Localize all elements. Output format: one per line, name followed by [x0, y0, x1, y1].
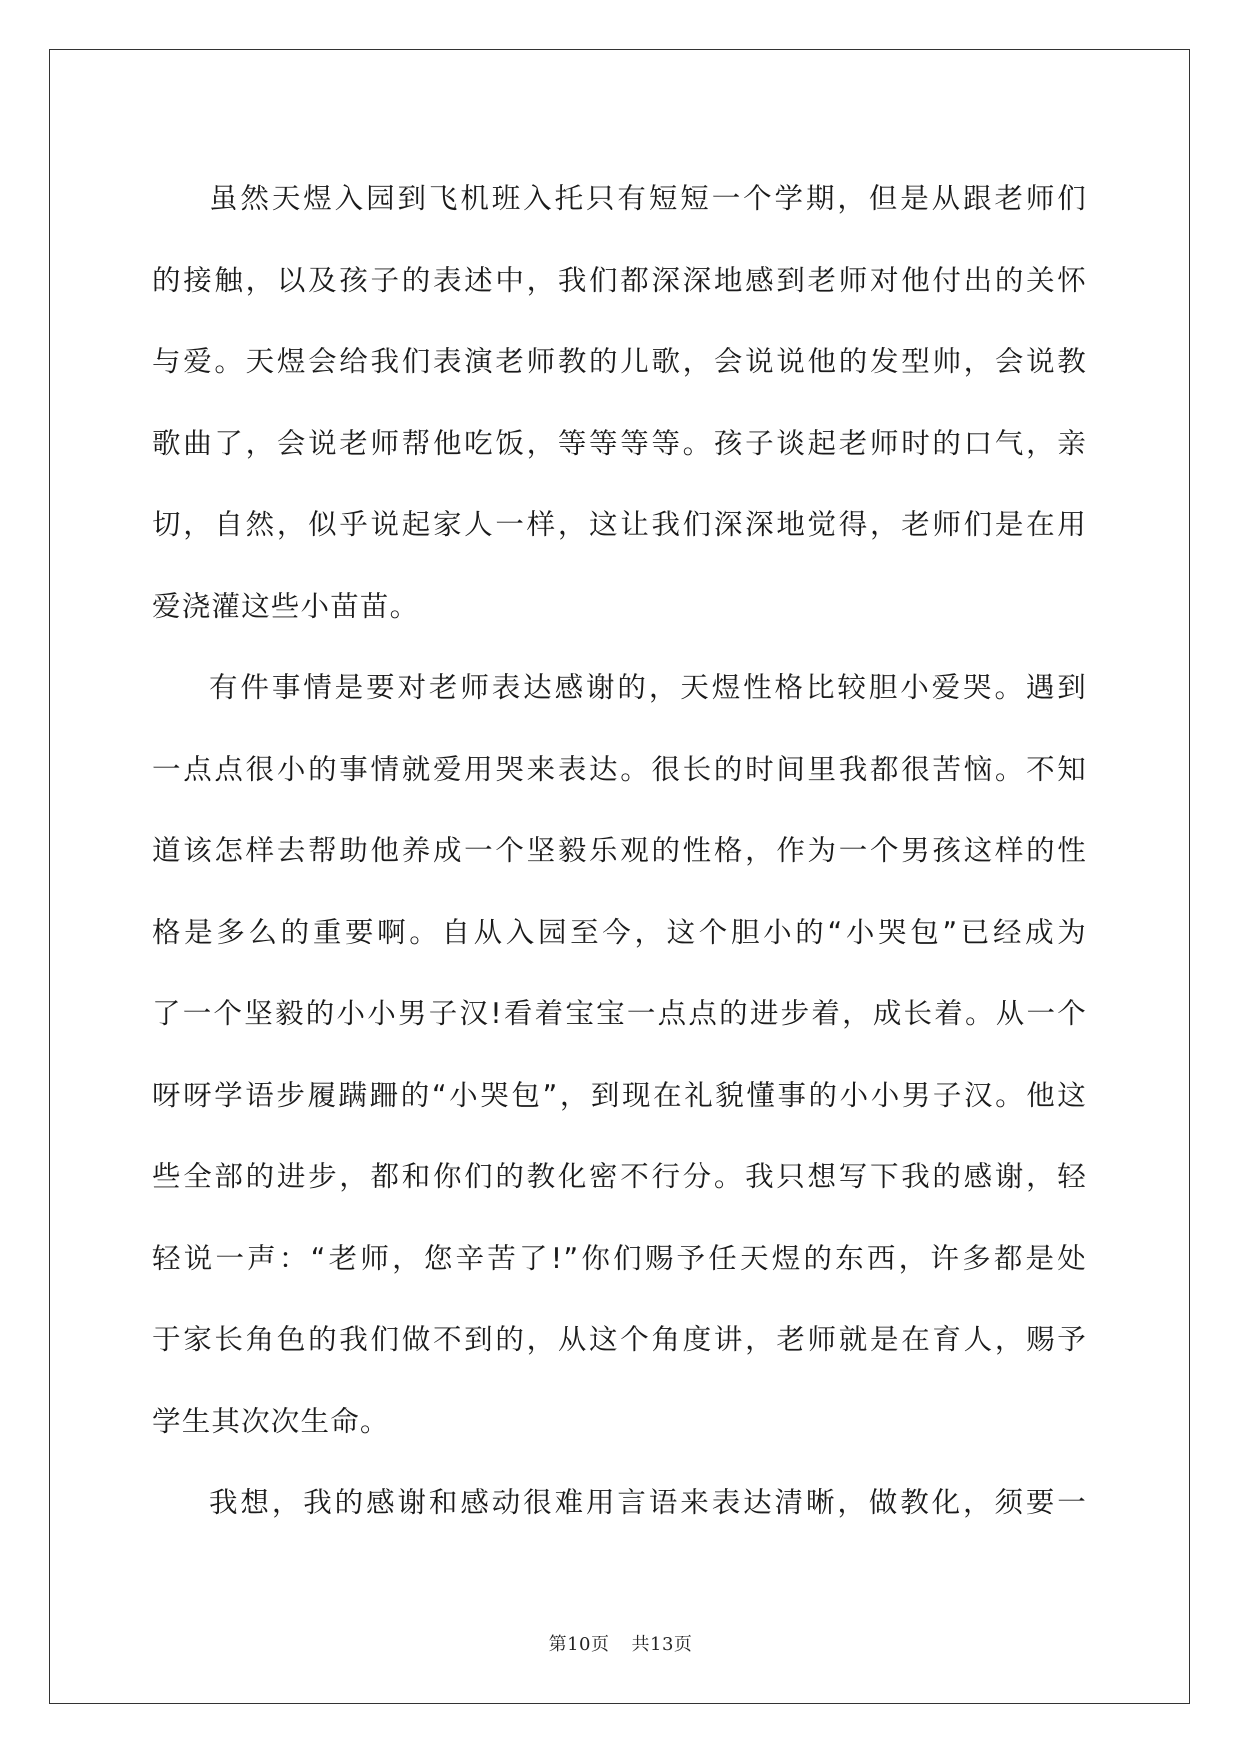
- paragraph-3: [152, 1462, 1087, 1544]
- text-line: 道该怎样去帮助他养成一个坚毅乐观的性格，作为一个男孩这样的性: [152, 834, 1087, 867]
- page-footer: [0, 1630, 1241, 1656]
- text-line: 呀呀学语步履蹒跚的“小哭包”，到现在礼貌懂事的小小男子汉。他这: [152, 1078, 1087, 1112]
- text-line: 与爱。天煜会给我们表演老师教的儿歌，会说说他的发型帅，会说教: [152, 345, 1087, 378]
- text-line: 爱浇灌这些小苗苗。: [152, 589, 420, 623]
- text-line: 些全部的进步，都和你们的教化密不行分。我只想写下我的感谢，轻: [152, 1160, 1087, 1193]
- page-number: 第10页: [548, 1634, 610, 1655]
- paragraph-1: [152, 158, 1087, 647]
- text-line: 了一个坚毅的小小男子汉!看着宝宝一点点的进步着，成长着。从一个: [152, 997, 1087, 1030]
- text-line: 一点点很小的事情就爱用哭来表达。很长的时间里我都很苦恼。不知: [152, 752, 1087, 786]
- text-line: 我想，我的感谢和感动很难用言语来表达清晰，做教化，须要一: [209, 1486, 1087, 1519]
- text-line: 轻说一声：“老师，您辛苦了!”你们赐予任天煜的东西，许多都是处: [152, 1241, 1087, 1275]
- text-line: 切，自然，似乎说起家人一样，这让我们深深地觉得，老师们是在用: [152, 508, 1087, 541]
- paragraph-2: [152, 647, 1087, 1462]
- text-line: 有件事情是要对老师表达感谢的，天煜性格比较胆小爱哭。遇到: [209, 671, 1087, 704]
- document-body: [152, 158, 1087, 1544]
- text-line: 歌曲了，会说老师帮他吃饭，等等等等。孩子谈起老师时的口气，亲: [152, 426, 1087, 460]
- text-line: 格是多么的重要啊。自从入园至今，这个胆小的“小哭包”已经成为: [152, 915, 1087, 949]
- text-line: 学生其次次生命。: [152, 1404, 390, 1438]
- text-line: 虽然天煜入园到飞机班入托只有短短一个学期，但是从跟老师们: [209, 182, 1087, 215]
- text-line: 的接触，以及孩子的表述中，我们都深深地感到老师对他付出的关怀: [152, 263, 1087, 297]
- page-total: 共13页: [631, 1634, 693, 1655]
- text-line: 于家长角色的我们做不到的，从这个角度讲，老师就是在育人，赐予: [152, 1323, 1087, 1356]
